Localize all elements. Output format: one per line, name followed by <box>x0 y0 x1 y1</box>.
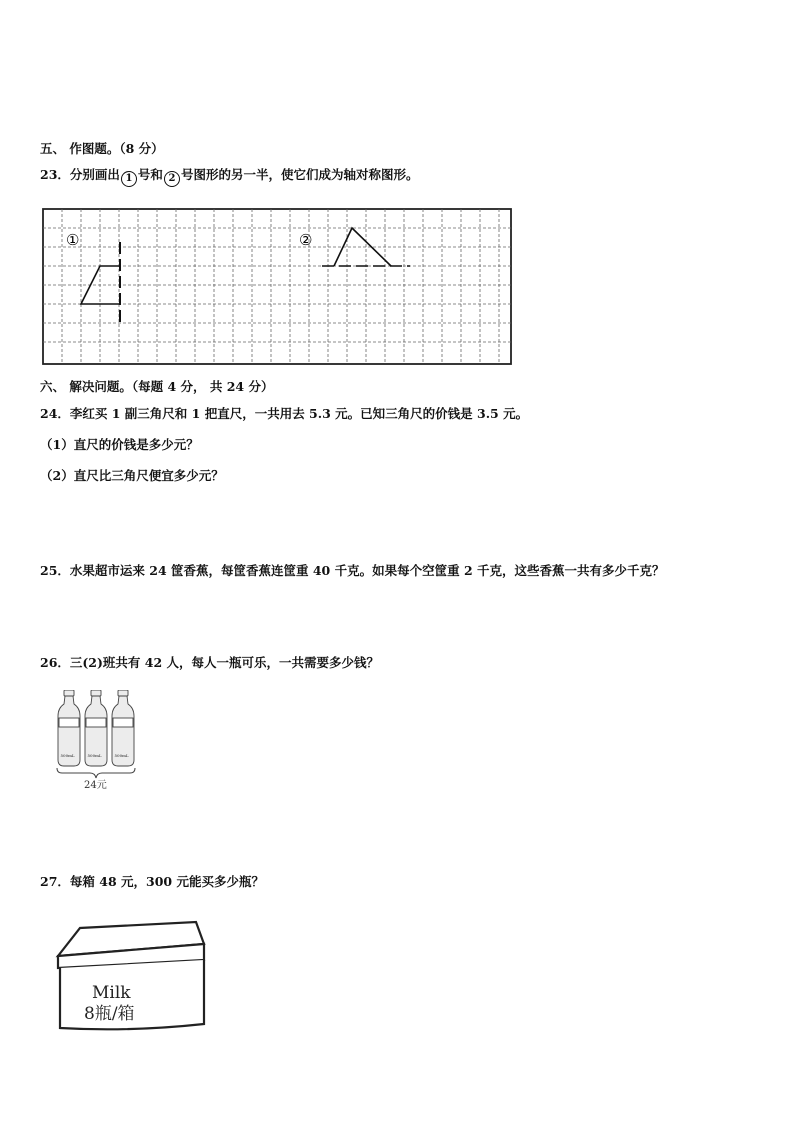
question-24-part-1: （1）直尺的价钱是多少元？ <box>40 437 199 452</box>
q23-text-part1: 分别画出 <box>69 167 120 182</box>
bottle-2-label: 500mL <box>87 753 102 758</box>
q23-text-part3: 号图形的另一半，使它们成为轴对称图形。 <box>180 167 419 182</box>
question-25: 25．水果超市运来 24 筐香蕉，每筐香蕉连筐重 40 千克。如果每个空筐重 2 千克，这些香蕉一共有多少千克？ <box>40 563 665 578</box>
brace <box>57 768 135 778</box>
cola-bottle-1 <box>58 690 80 766</box>
figure-label-2: ② <box>299 231 313 249</box>
symmetry-grid-figure <box>42 208 514 366</box>
section-five-heading: 五、 作图题。（8 分） <box>40 141 164 156</box>
question-27: 27．每箱 48 元，300 元能买多少瓶？ <box>40 874 264 889</box>
circle-number-1: 1 <box>121 171 137 187</box>
cola-bottle-2 <box>85 690 107 766</box>
question-24-part-2: （2）直尺比三角尺便宜多少元？ <box>40 468 224 483</box>
q23-text-part2: 号和 <box>137 167 163 182</box>
milk-box-figure <box>50 918 210 1036</box>
figure-label-1: ① <box>66 231 80 249</box>
box-label-milk: Milk <box>92 983 131 1003</box>
question-23 <box>40 167 418 187</box>
grid-border <box>43 209 511 364</box>
bottle-3-label: 500mL <box>114 753 129 758</box>
question-24: 24．李红买 1 副三角尺和 1 把直尺，一共用去 5.3 元。已知三角尺的价钱是 3.5 元。 <box>40 406 529 421</box>
cola-bottle-3 <box>112 690 134 766</box>
circle-number-2: 2 <box>164 171 180 187</box>
box-label-count: 8瓶/箱 <box>84 1004 135 1024</box>
price-label: 24元 <box>84 780 107 790</box>
bottle-1-label: 500mL <box>60 753 75 758</box>
section-six-heading: 六、 解决问题。（每题 4 分， 共 24 分） <box>40 379 274 394</box>
q23-number: 23． <box>40 167 70 182</box>
question-26: 26．三(2)班共有 42 人，每人一瓶可乐，一共需要多少钱？ <box>40 655 380 670</box>
cola-bottles-figure <box>50 690 150 790</box>
